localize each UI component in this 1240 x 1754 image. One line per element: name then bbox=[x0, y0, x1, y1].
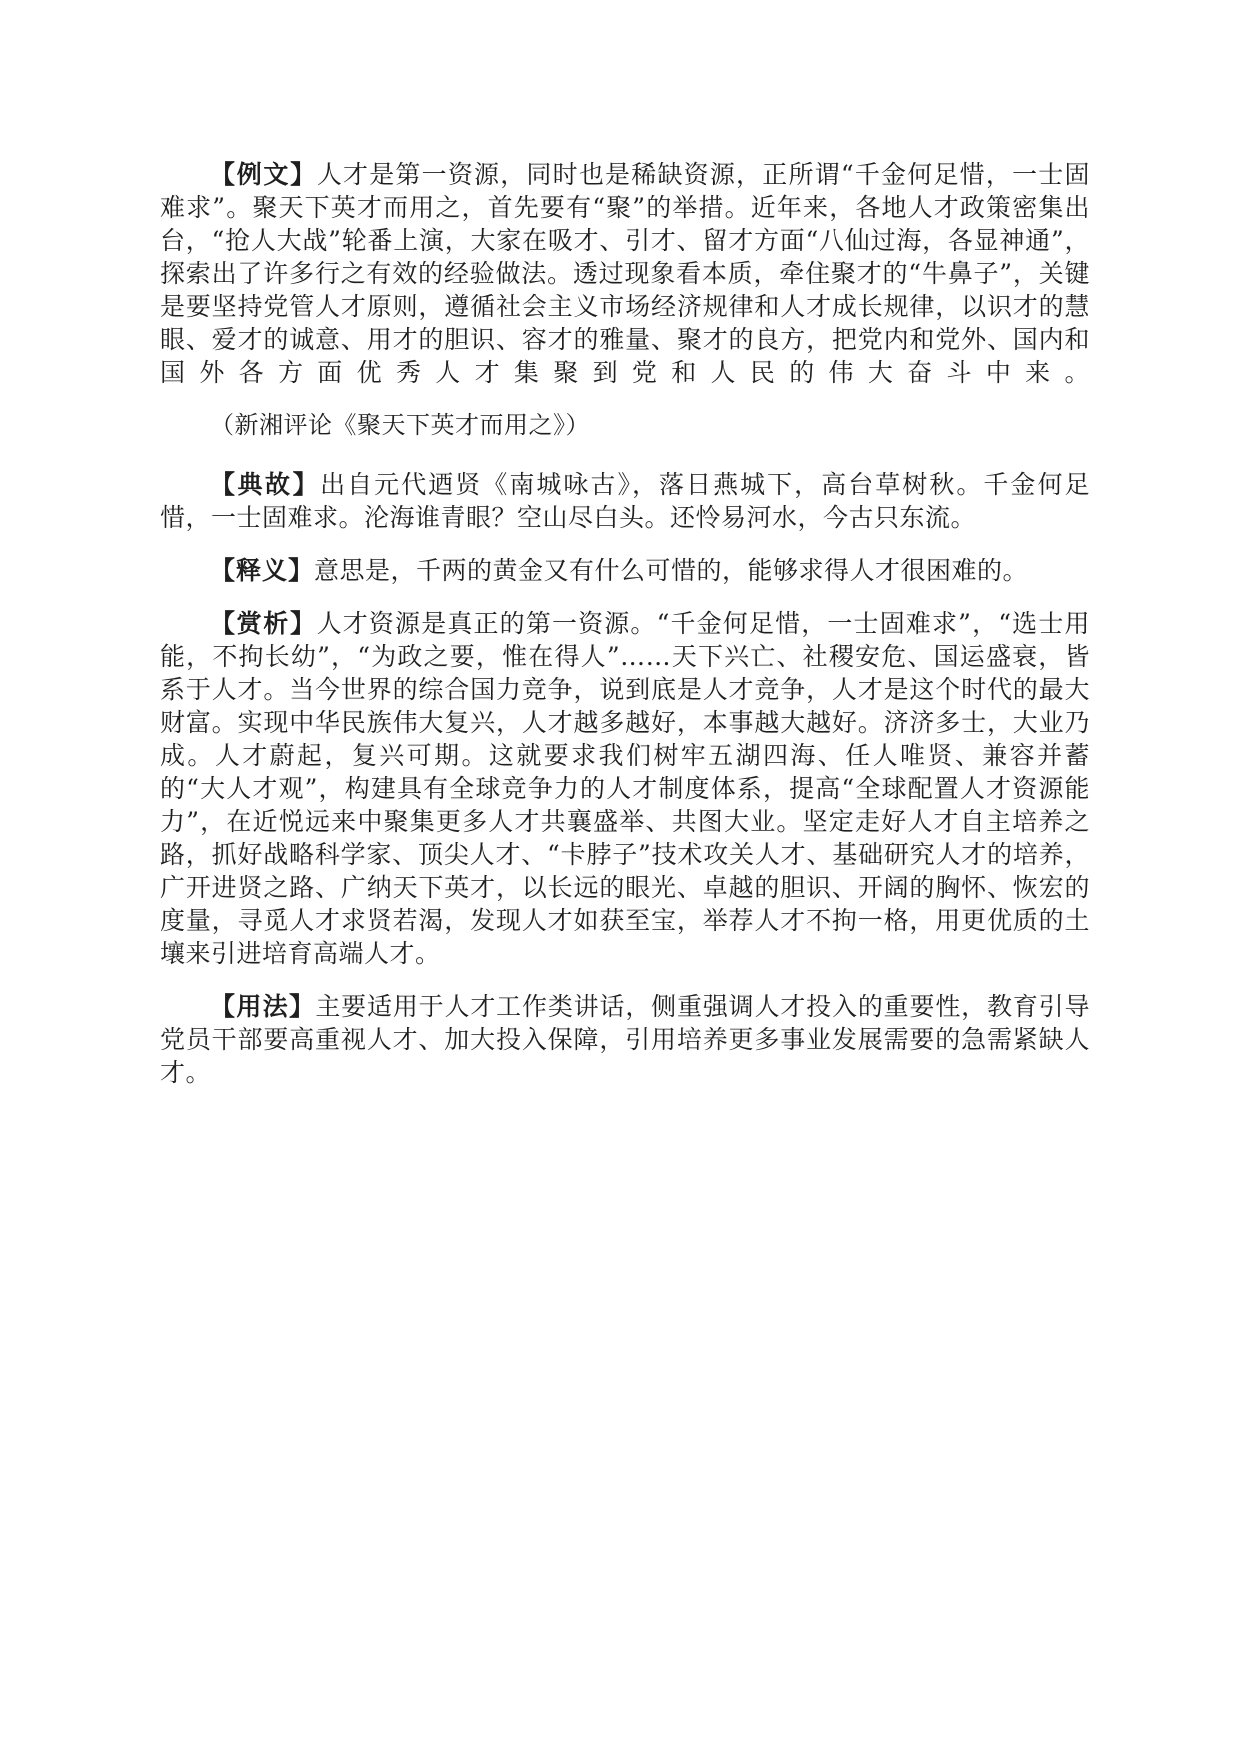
meaning-paragraph bbox=[160, 554, 1090, 587]
usage-paragraph bbox=[160, 990, 1090, 1089]
meaning-text: 意思是，千两的黄金又有什么可惜的，能够求得人才很困难的。 bbox=[314, 556, 1029, 585]
analysis-text: 人才资源是真正的第一资源。“千金何足惜，一士固难求”，“选士用能，不拘长幼”，“为政之要，惟在得人”……天下兴亡、社稷安危、国运盛衰，皆系于人才。当今世界的综合国力竞争，说到底是人才竞争，人才是这个时代的最大财富。实现中华民族伟大复兴，人才越多越好，本事越大越好。济济多士，大业乃成。人才蔚起，复兴可期。这就要求我们树牢五湖四海、任人唯贤、兼容并蓄的“大人才观”，构建具有全球竞争力的人才制度体系，提高“全球配置人才资源能力”，在近悦远来中聚集更多人才共襄盛举、共图大业。坚定走好人才自主培养之路，抓好战略科学家、顶尖人才、“卡脖子”技术攻关人才、基础研究人才的培养，广开进贤之路、广纳天下英才，以长远的眼光、卓越的胆识、开阔的胸怀、恢宏的度量，寻觅人才求贤若渴，发现人才如获至宝，举荐人才不拘一格，用更优质的土壤来引进培育高端人才。 bbox=[160, 609, 1090, 968]
meaning-label: 【释义】 bbox=[210, 556, 315, 585]
analysis-label: 【赏析】 bbox=[210, 609, 317, 638]
example-label: 【例文】 bbox=[210, 160, 317, 189]
example-paragraph bbox=[160, 158, 1090, 442]
example-source: （新湘评论《聚天下英才而用之》） bbox=[210, 411, 590, 439]
allusion-label: 【典故】 bbox=[210, 470, 321, 499]
usage-label: 【用法】 bbox=[210, 992, 316, 1021]
allusion-text: 出自元代迺贤《南城咏古》，落日燕城下，高台草树秋。千金何足惜，一士固难求。沦海谁青眼？空山尽白头。还怜易河水，今古只东流。 bbox=[160, 470, 1090, 532]
analysis-paragraph bbox=[160, 607, 1090, 970]
document-page bbox=[160, 158, 1090, 1109]
example-text: 人才是第一资源，同时也是稀缺资源，正所谓“千金何足惜，一士固难求”。聚天下英才而用之，首先要有“聚”的举措。近年来，各地人才政策密集出台，“抢人大战”轮番上演，大家在吸才、引才、留才方面“八仙过海，各显神通”，探索出了许多行之有效的经验做法。透过现象看本质，牵住聚才的“牛鼻子”，关键是要坚持党管人才原则，遵循社会主义市场经济规律和人才成长规律，以识才的慧眼、爱才的诚意、用才的胆识、容才的雅量、聚才的良方，把党内和党外、国内和国外各方面优秀人才集聚到党和人民的伟大奋斗中来。 bbox=[160, 160, 1090, 387]
allusion-paragraph bbox=[160, 468, 1090, 534]
usage-text: 主要适用于人才工作类讲话，侧重强调人才投入的重要性，教育引导党员干部要高重视人才、加大投入保障，引用培养更多事业发展需要的急需紧缺人才。 bbox=[160, 992, 1090, 1087]
